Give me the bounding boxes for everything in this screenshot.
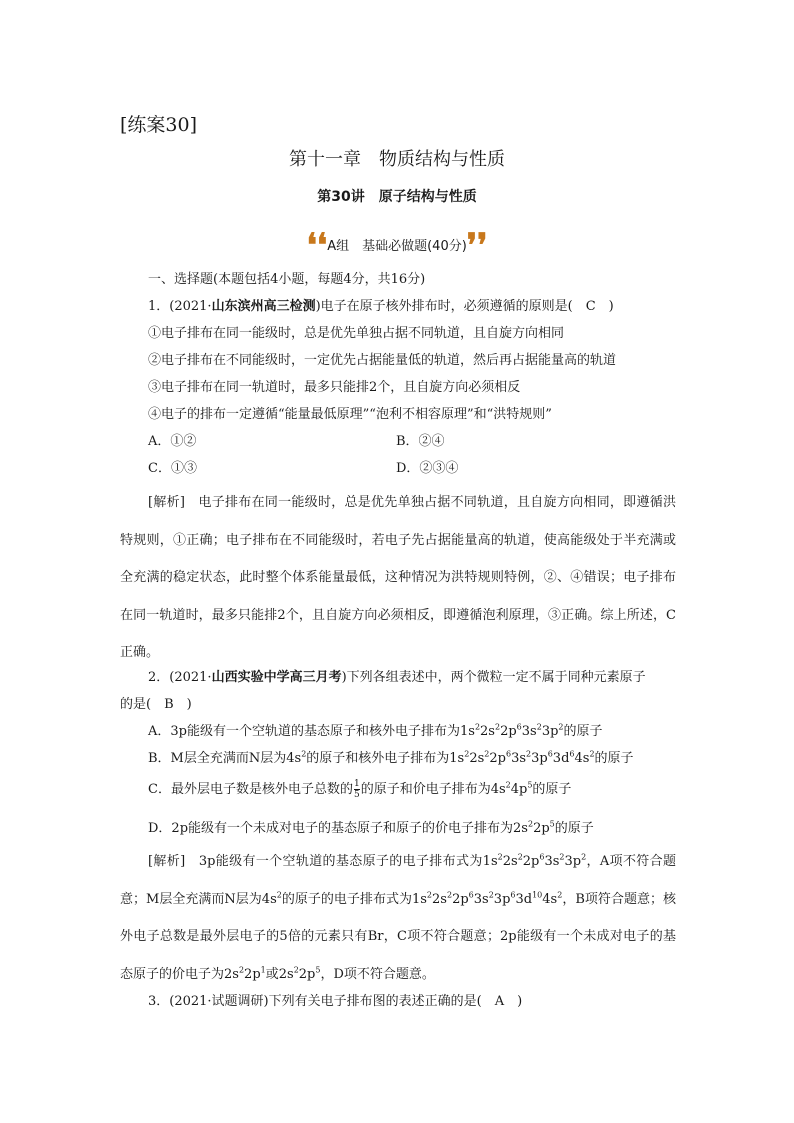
q2-option-a: A．3p能级有一个空轨道的基态原子和核外电子排布为$1s^22s^22p^63s^23p^2$的原子: [148, 722, 603, 739]
section-title: 一、选择题(本题包括4小题，每题4分，共16分): [148, 272, 426, 287]
question-2-source: 山西实验中学高三月考: [211, 670, 342, 685]
q2-analysis: [解析] 3p能级有一个空轨道的基态原子的电子排布式为$1s^22s^22p^63s^23p^2$，A项不符合题意；M层全充满而N层为$4s^2$的原子的电子排布式为$1s^22s^22p^63s^23p^63d^{10}4s^2$，B项符合题意；核外电子总数是最外层电子的5倍的元素只有Br，C项不符合题意；2p能级有一个未成对电子的基态原子的价电子为$2s^22p^1$或$2s^22p^5$，D项不符合题意。: [120, 852, 677, 982]
question-2-stem-cont: 的是( B ): [120, 697, 192, 712]
group-heading: [0, 226, 794, 264]
quote-open-icon: ❛❛: [306, 226, 328, 264]
chapter-title: 第十一章 物质结构与性质: [289, 149, 505, 170]
question-1-stem: 1．(2021·山东滨州高三检测)电子在原子核外排布时，必须遵循的原则是( C ): [148, 299, 614, 314]
q1-item-3: ③电子排布在同一轨道时，最多只能排2个，且自旋方向必须相反: [148, 380, 521, 395]
quote-close-icon: ❜❜: [466, 226, 488, 264]
q1-option-c: C．①③: [148, 461, 197, 476]
q1-item-1: ①电子排布在同一能级时，总是优先单独占据不同轨道，且自旋方向相同: [148, 326, 565, 341]
q1-option-a: A．①②: [148, 434, 197, 449]
q1-analysis: [解析] 电子排布在同一能级时，总是优先单独占据不同轨道，且自旋方向相同，即遵循洪特规则，①正确；电子排布在不同能级时，若电子先占据能量高的轨道，使高能级处于半充满或全充满的稳定状态，此时整个体系能量最低，这种情况为洪特规则特例，②、④错误；电子排布在同一轨道时，最多只能排2个，且自旋方向必须相反，即遵循泡利原理，③正确。综上所述，C正确。: [120, 495, 676, 660]
q1-option-d: D．②③④: [396, 461, 459, 476]
q1-option-b: B．②④: [396, 434, 445, 449]
exercise-code: [练案30]: [120, 114, 198, 136]
q2-option-c: C．最外层电子数是核外电子总数的 $\frac{1}{5}$ 的原子和价电子排布为$4s^24p^5$的原子: [148, 779, 572, 800]
question-1-source: 山东滨州高三检测: [211, 299, 316, 314]
q1-item-4: ④电子的排布一定遵循“能量最低原理”“泡利不相容原理”和“洪特规则”: [148, 407, 552, 422]
q2-option-b: B．M层全充满而N层为$4s^2$的原子和核外电子排布为$1s^22s^22p^63s^23p^63d^64s^2$的原子: [148, 749, 634, 766]
q2-option-d: D．2p能级有一个未成对电子的基态原子和原子的价电子排布为$2s^22p^5$的原子: [148, 819, 594, 836]
lecture-title: 第30讲 原子结构与性质: [317, 189, 477, 205]
question-3-stem: 3．(2021·试题调研)下列有关电子排布图的表述正确的是( A ): [148, 994, 523, 1009]
question-2-stem: 2．(2021·山西实验中学高三月考)下列各组表述中，两个微粒一定不属于同种元素原子: [148, 670, 646, 685]
fraction-one-fifth: $\frac{1}{5}$: [353, 779, 360, 800]
q1-item-2: ②电子排布在不同能级时，一定优先占据能量低的轨道，然后再占据能量高的轨道: [148, 353, 617, 368]
group-label: A组 基础必做题(40分): [327, 239, 467, 254]
